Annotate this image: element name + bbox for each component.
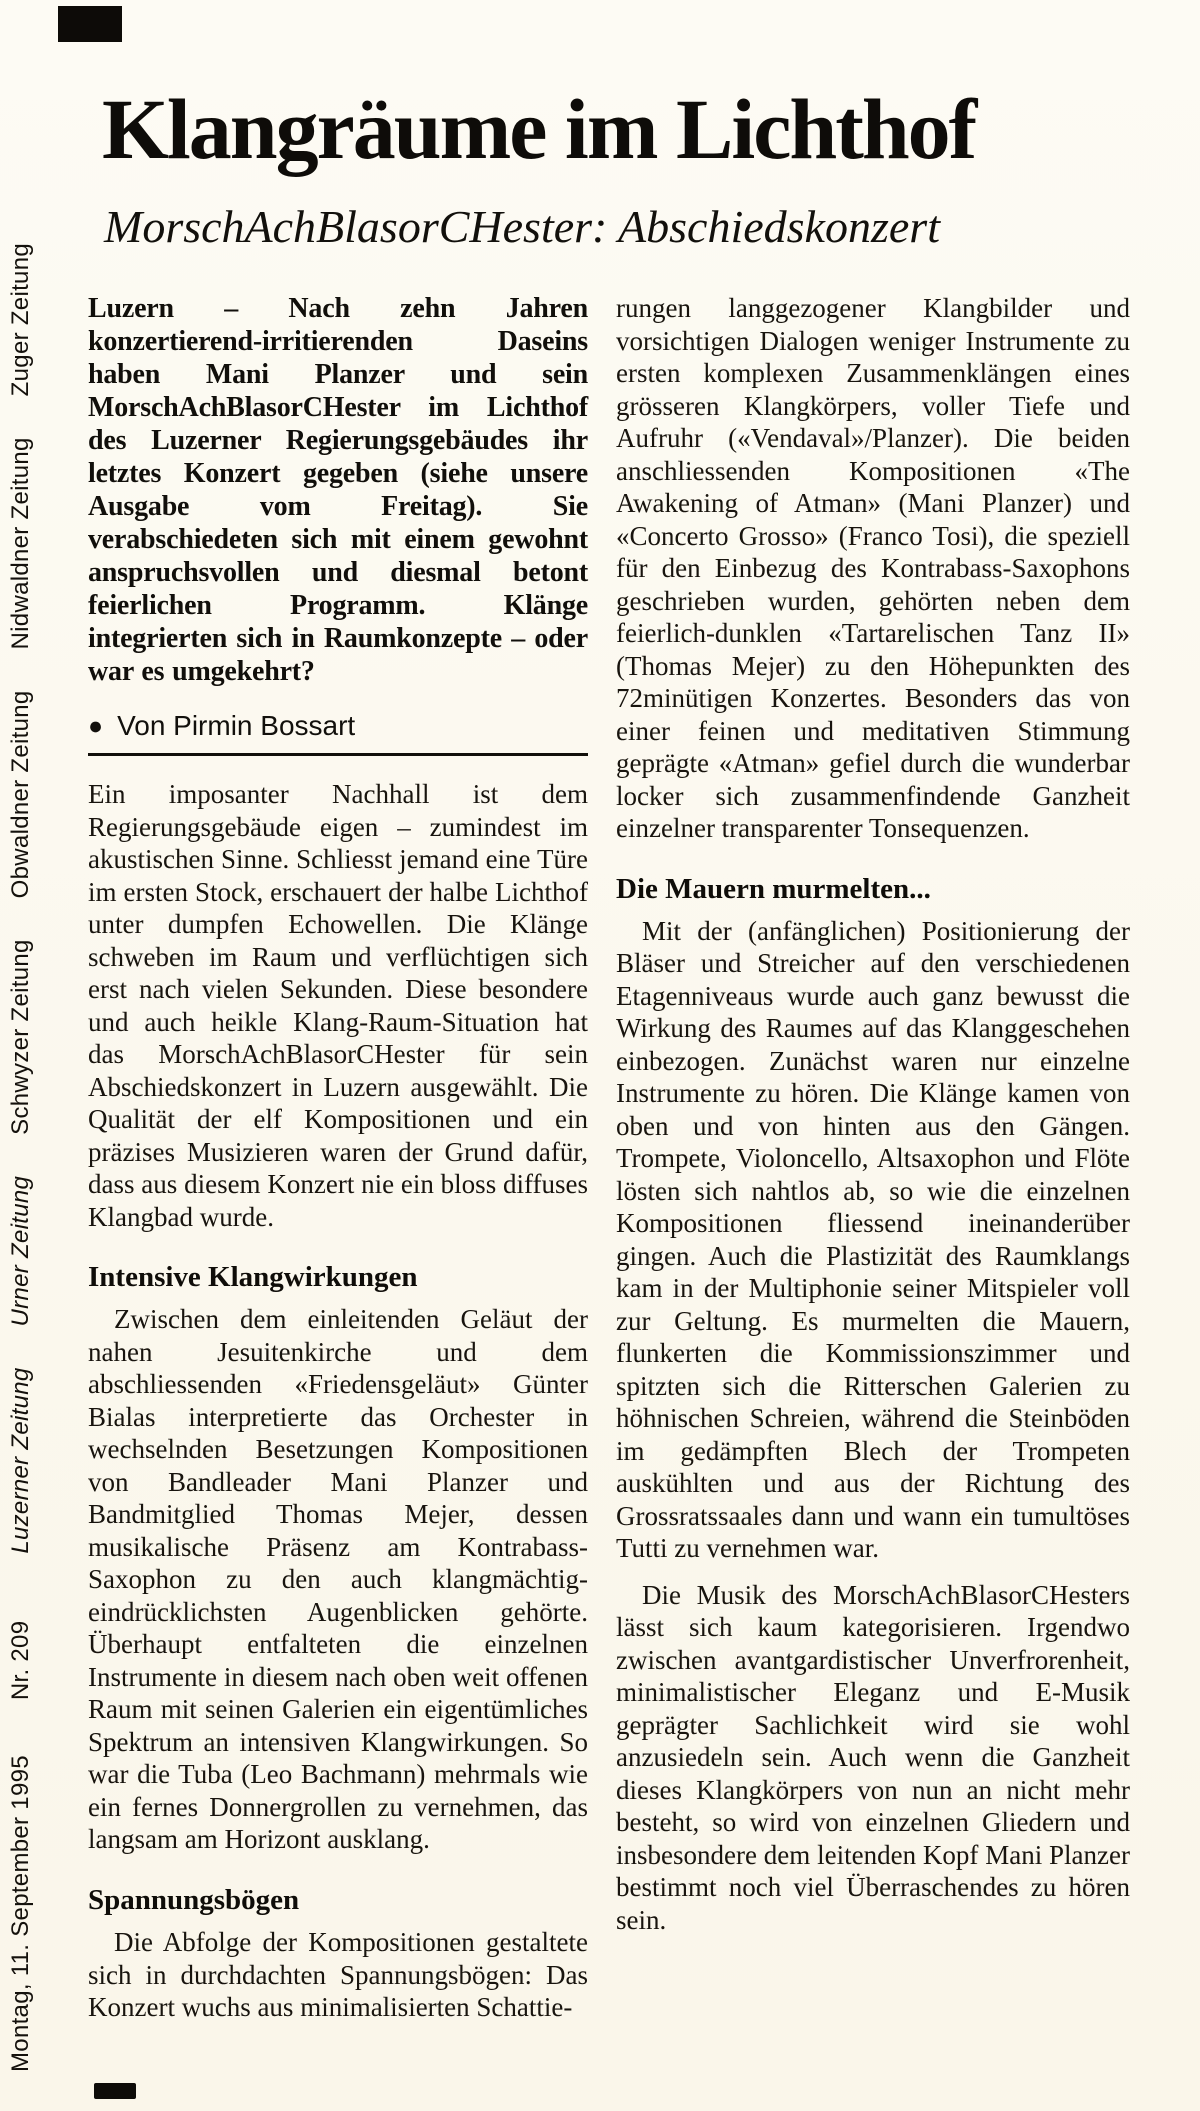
crosshead-intensive-klangwirkungen: Intensive Klangwirkungen — [88, 1261, 418, 1293]
masthead-paper-schwyzer-zeitung: Schwyzer Zeitung — [7, 939, 34, 1135]
crop-mark-bottom — [94, 2083, 136, 2099]
paragraph-abfolge-end: rungen langgezogener Klangbilder und vorsichtigen Dialogen weniger Instrumente zu ersten komplexen Zusammenklängen eines grösseren Klangkörpers, voller Tiefe und Aufruhr («Vendaval»/Planzer). Die beiden anschliessenden Kompositionen «The Awakening of Atman» (Mani Planzer) und «Concerto Grosso» (Franco Tosi), die speziell für den Einbezug des Kontrabass-Saxophons geschrieben wurden, gehörten neben dem feierlich-dunklen «Tartarelischen Tanz II» (Thomas Mejer) zu den Höhepunkten des 72minütigen Konzertes. Besonders das von einer feinen und meditativen Stimmung geprägte «Atman» gefiel durch die wunderbar locker sich zusammenfindende Ganzheit einzelner transparenter Tonsequenzen. — [616, 293, 1130, 843]
byline — [88, 712, 588, 740]
crop-mark-top-left — [58, 6, 122, 42]
column-right — [616, 292, 1130, 1936]
paragraph-positionierung: Mit der (anfänglichen) Positionierung der Bläser und Streicher auf den verschiedenen Etagenniveaus wurde auch ganz bewusst die Wirkung des Raumes auf das Klanggeschehen einbezogen. Zunächst waren nur einzelne Instrumente zu hören. Die Klänge kamen von oben und von hinten aus den Gängen. Trompete, Violoncello, Altsaxophon und Flöte lösten sich nahtlos ab, so wie die einzelnen Kompositionen fliessend ineinanderüber gingen. Auch die Plastizität des Raumklangs kam in der Multiphonie seiner Mitspieler voll zur Geltung. Es murmelten die Mauern, flunkerten die Kommissionszimmer und spitzten sich die Ritterschen Galerien zu höhnischen Schreien, während die Steinböden im gedämpften Blech der Trompeten auskühlten und aus der Richtung des Grossratssaales dann und wann ein tumultöses Tutti zu vernehmen war. — [616, 915, 1130, 1564]
masthead-sidebar — [6, 243, 36, 2072]
paragraph-acoustics: Ein imposanter Nachhall ist dem Regierungsgebäude eigen – zumindest im akustischen Sinne. Schliesst jemand eine Türe im ersten Stock, erschauert der halbe Lichthof unter dumpfen Echowellen. Die Klänge schweben im Raum und verflüchtigen sich erst nach vielen Sekunden. Diese besondere und auch heikle Klang-Raum-Situation hat das MorschAchBlasorCHester für sein Abschiedskonzert in Luzern ausgewählt. Die Qualität der elf Kompositionen und ein präzises Musizieren waren der Grund dafür, dass aus diesem Konzert nie ein bloss diffuses Klangbad wurde. — [88, 779, 588, 1232]
crosshead-die-mauern-murmelten: Die Mauern murmelten... — [616, 872, 931, 905]
article-subheadline: MorschAchBlasorCHester: Abschiedskonzert — [104, 201, 940, 252]
paragraph-fazit: Die Musik des MorschAchBlasorCHesters lässt sich kaum kategorisieren. Irgendwo zwischen avantgardistischer Unverfrorenheit, minimalistischer Eleganz und E-Musik geprägter Sachlichkeit wird sie wohl anzusiedeln sein. Auch wenn die Ganzheit dieses Klangkörpers von nun an nicht mehr besteht, so wird von einzelnen Gliedern und insbesondere dem leitenden Kopf Mani Planzer bestimmt noch viel Überraschendes zu hören sein. — [616, 1579, 1130, 1935]
byline-bullet-icon: ● — [88, 711, 104, 740]
masthead-paper-zuger-zeitung: Zuger Zeitung — [7, 242, 34, 397]
masthead-paper-luzerner-zeitung: Luzerner Zeitung — [7, 1367, 34, 1554]
crosshead-spannungsboegen: Spannungsbögen — [88, 1883, 300, 1916]
paragraph-abfolge-start: Die Abfolge der Kompositionen gestaltete sich in durchdachten Spannungsbögen: Das Konzert wuchs aus minimalisierten Schattie- — [88, 1927, 588, 2022]
byline-author: Von Pirmin Bossart — [117, 710, 356, 741]
masthead-paper-nidwaldner-zeitung: Nidwaldner Zeitung — [7, 437, 34, 650]
byline-rule — [88, 753, 588, 756]
masthead-date: Montag, 11. September 1995 — [7, 1755, 34, 2072]
article-headline: Klangräume im Lichthof — [102, 81, 976, 177]
lead-paragraph: Luzern – Nach zehn Jahren konzertierend-irritierenden Daseins haben Mani Planzer und sein MorschAchBlasorCHester im Lichthof des Luzerner Regierungsgebäudes ihr letztes Konzert gegeben (siehe unsere Ausgabe vom Freitag). Sie verabschiedeten sich mit einem gewohnt anspruchsvollen und diesmal betont feierlichen Programm. Klänge integrierten sich in Raumkonzepte – oder war es umgekehrt? — [88, 293, 588, 687]
paragraph-programme: Zwischen dem einleitenden Geläut der nahen Jesuitenkirche und dem abschliessenden «Friedensgeläut» Günter Bialas interpretierte das Orchester in wechselnden Besetzungen Kompositionen von Bandleader Mani Planzer und Bandmitglied Thomas Mejer, dessen musikalische Präsenz am Kontrabass-Saxophon zu den auch klangmächtig-eindrücklichsten Augenblicken gehörte. Überhaupt entfalteten die einzelnen Instrumente in diesem nach oben weit offenen Raum mit seinen Galerien ein eigentümliches Spektrum an intensiven Klangwirkungen. So war die Tuba (Leo Bachmann) mehrmals wie ein fernes Donnergrollen zu vernehmen, das langsam am Horizont ausklang. — [88, 1304, 588, 1855]
masthead-paper-obwaldner-zeitung: Obwaldner Zeitung — [7, 690, 34, 899]
masthead-paper-urner-zeitung: Urner Zeitung — [7, 1175, 34, 1327]
column-left — [88, 292, 588, 2024]
masthead-issue-number: Nr. 209 — [7, 1620, 34, 1701]
